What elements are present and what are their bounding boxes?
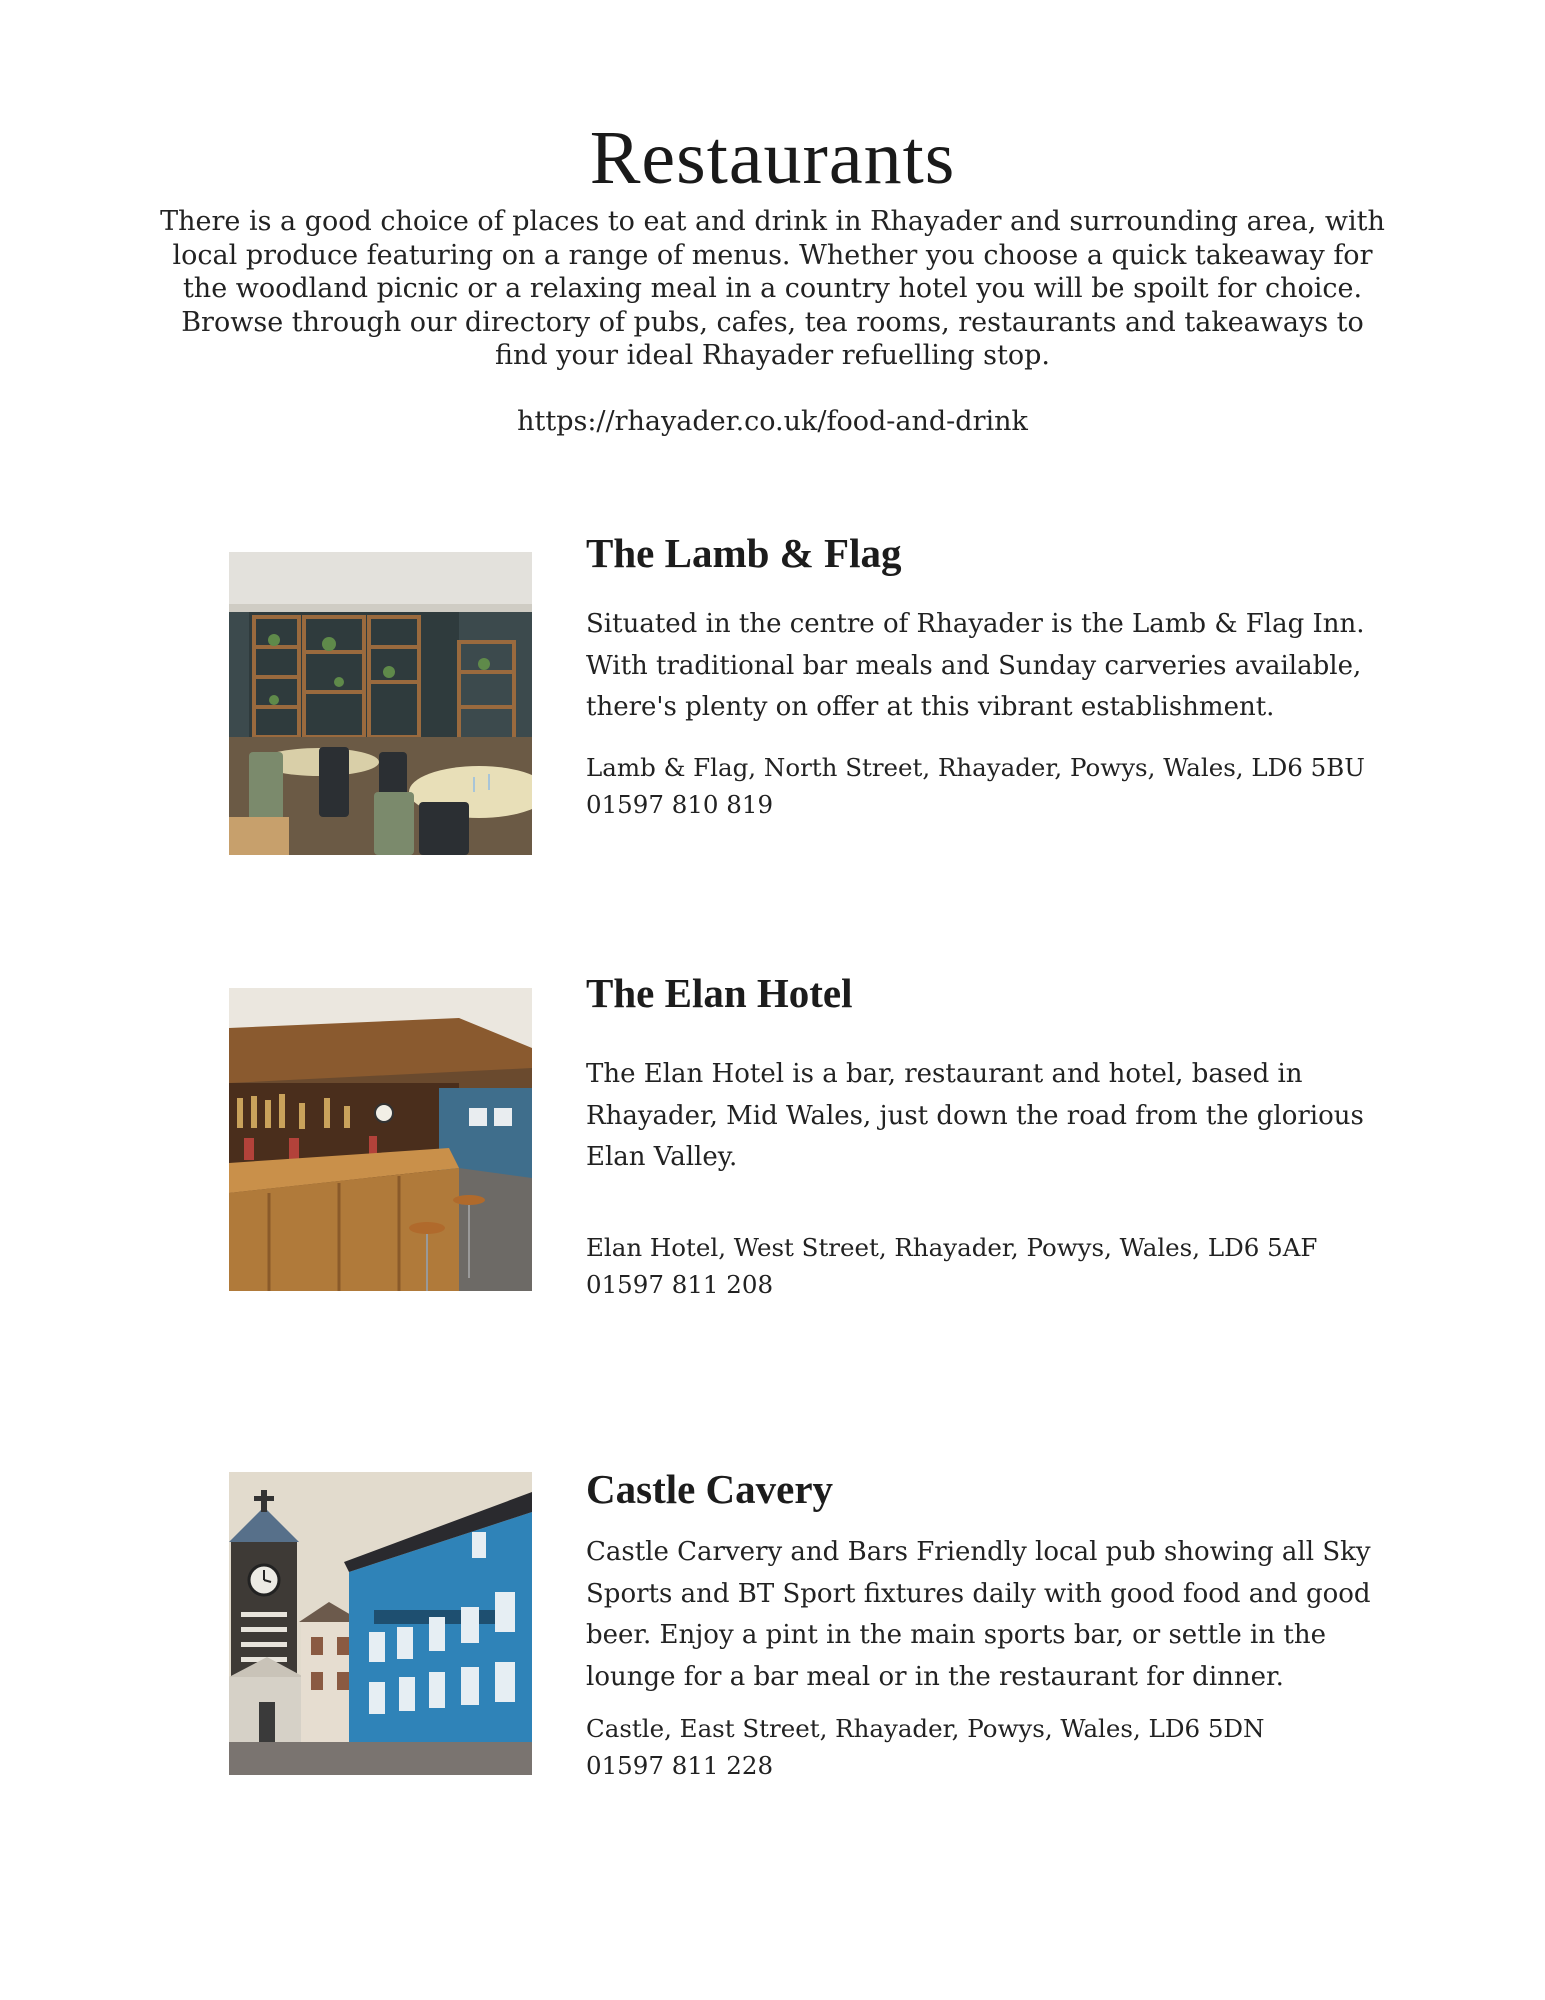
- entry-address: Lamb & Flag, North Street, Rhayader, Powys, Wales, LD6 5BU: [586, 752, 1365, 782]
- castle-cavery-entry: [586, 1464, 1386, 1784]
- entry-description: The Elan Hotel is a bar, restaurant and hotel, based in Rhayader, Mid Wales, just down the road from the glorious Elan Valley.: [586, 1059, 1364, 1172]
- entry-address: Elan Hotel, West Street, Rhayader, Powys, Wales, LD6 5AF: [586, 1232, 1318, 1262]
- lamb-and-flag-photo: [229, 552, 532, 855]
- entry-description: Castle Carvery and Bars Friendly local pub showing all Sky Sports and BT Sport fixtures daily with good food and good beer. Enjoy a pint in the main sports bar, or settle in the lounge for a bar meal or in the restaurant for dinner.: [586, 1537, 1371, 1692]
- intro-paragraph: There is a good choice of places to eat and drink in Rhayader and surrounding area, with local produce featuring on a range of menus. Whether you choose a quick takeaway for the woodland picnic or a relaxing meal in a country hotel you will be spoilt for choice. Browse through our directory of pubs, cafes, tea rooms, restaurants and takeaways to find your ideal Rhayader refuelling stop.: [160, 206, 1385, 371]
- entry-title: The Elan Hotel: [586, 970, 853, 1016]
- page-title: Restaurants: [589, 116, 956, 200]
- elan-hotel-photo: [229, 988, 532, 1291]
- entry-phone: 01597 810 819: [586, 789, 774, 819]
- entry-title: Castle Cavery: [586, 1466, 834, 1512]
- entry-phone: 01597 811 228: [586, 1751, 774, 1780]
- entry-title: The Lamb & Flag: [586, 530, 902, 576]
- elan-hotel-entry: [586, 968, 1386, 1303]
- lamb-and-flag-entry: [586, 528, 1386, 823]
- entry-description: Situated in the centre of Rhayader is the Lamb & Flag Inn. With traditional bar meals and Sunday carveries available, there's plenty on offer at this vibrant establishment.: [586, 609, 1365, 722]
- entry-address: Castle, East Street, Rhayader, Powys, Wales, LD6 5DN: [586, 1714, 1265, 1743]
- source-url: https://rhayader.co.uk/food-and-drink: [517, 406, 1028, 437]
- entry-phone: 01597 811 208: [586, 1269, 774, 1299]
- castle-cavery-photo: [229, 1472, 532, 1775]
